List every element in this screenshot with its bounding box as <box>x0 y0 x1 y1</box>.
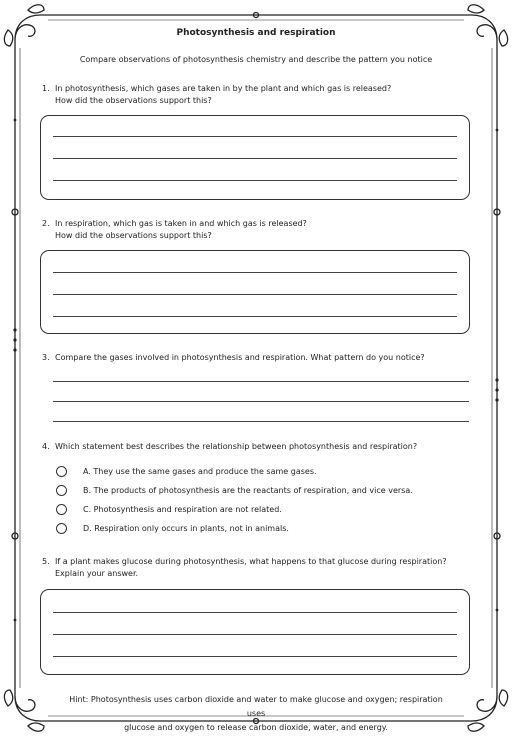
question-5 <box>42 556 447 580</box>
question-3 <box>42 352 425 364</box>
page-title: Photosynthesis and respiration <box>176 28 336 38</box>
answer-line <box>53 316 457 317</box>
answer-box-2[interactable] <box>40 250 470 334</box>
question-4 <box>42 441 417 453</box>
question-number: 3. <box>42 353 50 362</box>
hint-line-2: glucose and oxygen to release carbon dioxide, water, and energy. <box>124 723 388 732</box>
option-b[interactable] <box>56 483 413 497</box>
question-number: 1. <box>42 84 50 93</box>
option-label: B. The products of photosynthesis are the reactants of respiration, and vice versa. <box>83 485 413 495</box>
answer-box-1[interactable] <box>40 115 470 200</box>
question-number: 4. <box>42 442 50 451</box>
answer-line <box>53 294 457 295</box>
answer-line[interactable] <box>53 401 469 402</box>
option-a[interactable] <box>56 464 317 478</box>
radio-button[interactable] <box>56 523 67 534</box>
option-label: C. Photosynthesis and respiration are not related. <box>83 504 282 514</box>
option-c[interactable] <box>56 502 282 516</box>
question-number: 5. <box>42 557 50 566</box>
answer-line <box>53 158 457 159</box>
answer-line <box>53 136 457 137</box>
answer-line[interactable] <box>53 381 469 382</box>
instructions: Compare observations of photosynthesis chemistry and describe the pattern you notice <box>79 55 433 64</box>
question-text: Compare the gases involved in photosynthesis and respiration. What pattern do you notice? <box>55 353 425 362</box>
question-number: 2. <box>42 219 50 228</box>
radio-button[interactable] <box>56 485 67 496</box>
option-label: A. They use the same gases and produce the same gases. <box>83 466 317 476</box>
question-1 <box>42 83 391 107</box>
answer-line[interactable] <box>53 421 469 422</box>
hint-text <box>60 693 452 735</box>
question-text: If a plant makes glucose during photosynthesis, what happens to that glucose during respiration? <box>55 557 447 566</box>
question-text-line2: How did the observations support this? <box>55 96 212 105</box>
question-text: Which statement best describes the relationship between photosynthesis and respiration? <box>55 442 418 451</box>
question-text-line2: How did the observations support this? <box>55 231 212 240</box>
radio-button[interactable] <box>56 466 67 477</box>
hint-line-1: Hint: Photosynthesis uses carbon dioxide and water to make glucose and oxygen; respiration uses <box>69 695 443 718</box>
question-text: In respiration, which gas is taken in and which gas is released? <box>55 219 307 228</box>
answer-line <box>53 634 457 635</box>
answer-line <box>53 180 457 181</box>
question-text: In photosynthesis, which gases are taken in by the plant and which gas is released? <box>55 84 392 93</box>
question-2 <box>42 218 307 242</box>
answer-line <box>53 272 457 273</box>
question-text-line2: Explain your answer. <box>55 569 139 578</box>
radio-button[interactable] <box>56 504 67 515</box>
answer-line <box>53 612 457 613</box>
option-d[interactable] <box>56 521 289 535</box>
answer-line <box>53 656 457 657</box>
answer-box-5[interactable] <box>40 589 470 675</box>
option-label: D. Respiration only occurs in plants, not in animals. <box>83 523 289 533</box>
